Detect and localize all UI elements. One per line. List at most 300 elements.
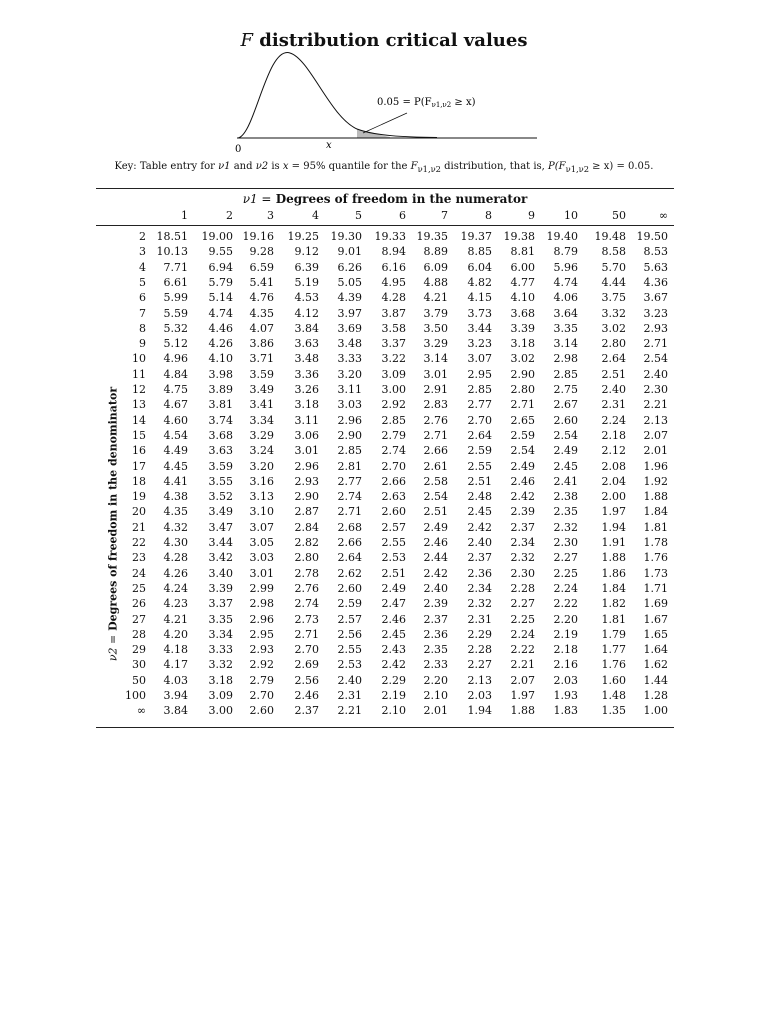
column-header: 2 — [226, 209, 233, 222]
table-cell: 6.26 — [337, 260, 362, 274]
table-cell: 2.66 — [381, 474, 406, 488]
table-cell: 19.37 — [460, 230, 492, 243]
table-cell: 3.68 — [510, 306, 535, 320]
table-cell: 3.69 — [337, 321, 362, 335]
table-cell: 2.35 — [423, 643, 448, 657]
table-cell: 3.05 — [249, 536, 274, 549]
table-cell: 3.02 — [601, 321, 626, 335]
table-cell: 2.42 — [467, 520, 492, 534]
row-label: 4 — [139, 260, 146, 274]
table-cell: 2.35 — [553, 505, 578, 519]
table-cell: 2.71 — [294, 627, 319, 641]
table-cell: 3.64 — [553, 306, 578, 320]
table-cell: 2.92 — [381, 398, 406, 412]
row-label: 2 — [139, 230, 146, 243]
table-cell: 2.30 — [643, 383, 668, 396]
table-cell: 2.19 — [381, 689, 406, 702]
table-cell: 2.79 — [249, 673, 274, 687]
column-header: 10 — [564, 209, 578, 222]
table-cell: 19.40 — [546, 230, 578, 243]
table-cell: 8.94 — [381, 245, 406, 259]
table-cell: 1.71 — [643, 581, 668, 595]
row-label: 26 — [132, 597, 146, 611]
table-cell: 3.29 — [423, 337, 448, 351]
table-cell: 2.70 — [294, 643, 319, 657]
table-cell: 2.59 — [337, 597, 362, 611]
table-cell: 1.86 — [601, 566, 626, 580]
table-cell: 2.20 — [553, 612, 578, 626]
table-cell: 2.08 — [601, 459, 626, 473]
table-cell: 2.12 — [601, 444, 626, 458]
row-label: ∞ — [136, 704, 146, 718]
table-cell: 4.77 — [510, 275, 535, 289]
table-cell: 4.49 — [163, 444, 188, 458]
row-label: 3 — [139, 245, 146, 259]
table-cell: 2.20 — [423, 673, 448, 687]
table-cell: 2.82 — [294, 536, 319, 549]
table-cell: 2.53 — [381, 551, 406, 565]
table-cell: 2.46 — [294, 689, 319, 702]
table-cell: 3.33 — [208, 643, 233, 657]
table-cell: 2.54 — [553, 428, 578, 442]
table-cell: 2.37 — [510, 520, 535, 534]
table-cell: 2.74 — [381, 444, 406, 458]
table-cell: 2.78 — [294, 566, 319, 580]
table-cell: 1.67 — [643, 612, 668, 626]
table-cell: 2.54 — [643, 352, 668, 366]
table-cell: 2.85 — [553, 367, 578, 381]
table-cell: 4.35 — [163, 505, 188, 519]
table-cell: 2.87 — [294, 505, 319, 519]
table-cell: 3.84 — [294, 321, 319, 335]
column-header: 1 — [181, 209, 188, 222]
table-cell: 4.74 — [553, 275, 578, 289]
table-cell: 1.69 — [643, 597, 668, 611]
table-cell: 3.47 — [208, 520, 233, 534]
table-cell: 8.89 — [423, 245, 448, 259]
table-cell: 2.77 — [467, 398, 492, 412]
table-cell: 2.85 — [381, 413, 406, 427]
table-cell: 3.37 — [208, 597, 233, 611]
table-cell: 2.32 — [553, 520, 578, 534]
table-cell: 2.46 — [381, 612, 406, 626]
table-cell: 6.00 — [510, 260, 535, 274]
table-cell: 2.80 — [510, 383, 535, 396]
table-cell: 1.96 — [643, 459, 668, 473]
table-cell: 1.48 — [601, 689, 626, 702]
table-cell: 3.18 — [208, 673, 233, 687]
table-cell: 1.92 — [643, 474, 668, 488]
table-cell: 2.38 — [553, 490, 578, 504]
table-cell: 1.60 — [601, 673, 626, 687]
table-cell: 9.28 — [249, 245, 274, 259]
table-cell: 2.31 — [601, 398, 626, 412]
table-cell: 2.77 — [337, 474, 362, 488]
table-cell: 3.71 — [249, 352, 274, 366]
table-cell: 6.39 — [294, 260, 319, 274]
table-cell: 3.01 — [423, 367, 448, 381]
table-cell: 8.79 — [553, 245, 578, 259]
table-cell: 3.84 — [163, 704, 188, 718]
table-cell: 3.34 — [249, 413, 274, 427]
table-cell: 2.24 — [553, 581, 578, 595]
table-cell: 2.76 — [294, 581, 319, 595]
table-cell: 2.63 — [381, 490, 406, 504]
table-cell: 1.77 — [601, 643, 626, 657]
row-label: 17 — [132, 459, 146, 473]
table-cell: 3.29 — [249, 428, 274, 442]
row-label: 14 — [132, 413, 146, 427]
row-label: 30 — [132, 658, 146, 672]
table-cell: 2.45 — [553, 459, 578, 473]
table-cell: 2.64 — [467, 428, 492, 442]
table-cell: 2.29 — [381, 673, 406, 687]
table-cell: 1.97 — [601, 505, 626, 519]
row-label: 12 — [132, 383, 146, 396]
table-cell: 2.96 — [337, 413, 362, 427]
table-cell: 3.41 — [249, 398, 274, 412]
table-cell: 1.84 — [601, 581, 626, 595]
table-cell: 3.01 — [249, 566, 274, 580]
table-cell: 5.41 — [249, 275, 274, 289]
table-cell: 3.22 — [381, 352, 406, 366]
f-density-figure — [225, 45, 545, 157]
table-cell: 1.28 — [643, 689, 668, 702]
table-cell: 5.99 — [163, 291, 188, 305]
table-cell: 1.78 — [643, 536, 668, 549]
column-header: 8 — [485, 209, 492, 222]
table-cell: 2.49 — [423, 520, 448, 534]
table-cell: 2.40 — [423, 581, 448, 595]
table-cell: 2.62 — [337, 566, 362, 580]
table-cell: 2.45 — [467, 505, 492, 519]
table-cell: 2.21 — [643, 398, 668, 412]
table-cell: 2.37 — [294, 704, 319, 718]
table-cell: 1.44 — [643, 673, 668, 687]
column-header: 6 — [399, 209, 406, 222]
table-cell: 2.74 — [337, 490, 362, 504]
column-header: 50 — [612, 209, 626, 222]
annotation-leader — [363, 113, 407, 133]
table-cell: 2.40 — [337, 673, 362, 687]
table-cell: 2.36 — [423, 627, 448, 641]
table-cell: 1.00 — [643, 704, 668, 718]
table-cell: 2.29 — [467, 627, 492, 641]
table-cell: 3.00 — [208, 704, 233, 718]
table-cell: 19.38 — [503, 230, 535, 243]
row-label: 50 — [132, 673, 146, 687]
origin-label: 0 — [235, 144, 242, 155]
table-cell: 2.57 — [381, 520, 406, 534]
row-label: 18 — [132, 474, 146, 488]
table-cell: 2.32 — [467, 597, 492, 611]
table-cell: 3.20 — [337, 367, 362, 381]
row-label: 27 — [132, 612, 146, 626]
title-text: distribution critical values — [259, 30, 528, 51]
table-cell: 2.60 — [553, 413, 578, 427]
table-cell: 19.50 — [636, 230, 668, 243]
table-cell: 2.71 — [643, 337, 668, 351]
table-cell: 3.18 — [294, 398, 319, 412]
table-cell: 3.73 — [467, 306, 492, 320]
table-cell: 3.24 — [249, 444, 274, 458]
row-label: 22 — [132, 536, 146, 549]
table-cell: 1.97 — [510, 689, 535, 702]
table-cell: 2.57 — [337, 612, 362, 626]
table-cell: 3.52 — [208, 490, 233, 504]
table-cell: 8.58 — [601, 245, 626, 259]
table-cell: 1.88 — [601, 551, 626, 565]
table-cell: 2.46 — [510, 474, 535, 488]
table-cell: 3.94 — [163, 689, 188, 702]
table-cell: 2.42 — [423, 566, 448, 580]
table-cell: 2.54 — [423, 490, 448, 504]
table-cell: 19.25 — [287, 230, 319, 243]
table-cell: 2.85 — [337, 444, 362, 458]
table-cell: 2.49 — [381, 581, 406, 595]
table-cell: 3.20 — [249, 459, 274, 473]
density-curve — [238, 52, 437, 138]
table-cell: 2.40 — [601, 383, 626, 396]
table-cell: 3.03 — [249, 551, 274, 565]
title-symbol: F — [240, 30, 254, 51]
table-cell: 2.28 — [510, 581, 535, 595]
table-cell: 3.18 — [510, 337, 535, 351]
table-cell: 2.66 — [423, 444, 448, 458]
table-cell: 2.51 — [601, 367, 626, 381]
column-header: 7 — [441, 209, 448, 222]
table-cell: 2.27 — [510, 597, 535, 611]
table-cell: 19.00 — [201, 230, 233, 243]
row-label: 11 — [132, 367, 146, 381]
table-cell: 5.14 — [208, 291, 233, 305]
table-cell: 3.35 — [553, 321, 578, 335]
table-cell: 4.15 — [467, 291, 492, 305]
table-cell: 2.71 — [337, 505, 362, 519]
table-cell: 2.40 — [643, 367, 668, 381]
row-label: 16 — [132, 444, 146, 458]
table-cell: 2.60 — [381, 505, 406, 519]
table-cell: 1.64 — [643, 643, 668, 657]
row-label: 7 — [139, 306, 146, 320]
table-cell: 3.02 — [510, 352, 535, 366]
table-cell: 3.23 — [643, 306, 668, 320]
table-cell: 2.55 — [467, 459, 492, 473]
table-cell: 2.53 — [337, 658, 362, 672]
table-cell: 3.00 — [381, 383, 406, 396]
table-cell: 2.59 — [510, 428, 535, 442]
table-cell: 1.83 — [553, 704, 578, 718]
table-cell: 2.84 — [294, 520, 319, 534]
table-cell: 2.25 — [510, 612, 535, 626]
table-cell: 2.45 — [381, 627, 406, 641]
table-cell: 2.03 — [467, 689, 492, 702]
table-cell: 1.76 — [643, 551, 668, 565]
table-cell: 2.76 — [423, 413, 448, 427]
row-label: 23 — [132, 551, 146, 565]
table-cell: 2.39 — [423, 597, 448, 611]
table-cell: 5.96 — [553, 260, 578, 274]
table-cell: 2.93 — [294, 474, 319, 488]
table-cell: 2.95 — [467, 367, 492, 381]
table-cell: 2.98 — [249, 597, 274, 611]
table-cell: 3.44 — [208, 536, 233, 549]
table-cell: 2.93 — [643, 321, 668, 335]
table-cell: 9.12 — [294, 245, 319, 259]
table-cell: 2.64 — [601, 352, 626, 366]
table-cell: 2.16 — [553, 658, 578, 672]
probability-annotation: $0.05 = P(F_{\nu 1,\nu 2} \ge x)$ — [377, 97, 476, 109]
table-cell: 2.34 — [510, 536, 535, 549]
table-cell: 3.98 — [208, 367, 233, 381]
table-cell: 2.70 — [467, 413, 492, 427]
table-cell: 2.22 — [510, 643, 535, 657]
table-cell: 2.43 — [381, 643, 406, 657]
table-cell: 2.54 — [510, 444, 535, 458]
table-cell: 5.32 — [163, 321, 188, 335]
table-cell: 3.49 — [208, 505, 233, 519]
table-cell: 4.30 — [163, 536, 188, 549]
table-cell: 1.93 — [553, 689, 578, 702]
table-cell: 1.62 — [643, 658, 668, 672]
column-header: 9 — [528, 209, 535, 222]
table-cell: 1.94 — [601, 520, 626, 534]
row-label: 15 — [132, 428, 146, 442]
table-cell: 3.26 — [294, 383, 319, 396]
row-label: 8 — [139, 321, 146, 335]
table-cell: 3.10 — [249, 505, 274, 519]
table-cell: 3.07 — [467, 352, 492, 366]
table-cell: 4.75 — [163, 383, 188, 396]
table-cell: 4.36 — [643, 275, 668, 289]
table-cell: 3.58 — [381, 321, 406, 335]
table-cell: 4.88 — [423, 275, 448, 289]
table-cell: 1.65 — [643, 627, 668, 641]
table-cell: 4.82 — [467, 275, 492, 289]
table-cell: 2.22 — [553, 597, 578, 611]
denominator-label: ν2 = Degrees of freedom in the denominator — [106, 386, 120, 662]
table-cell: 4.21 — [423, 291, 448, 305]
row-label: 29 — [132, 643, 146, 657]
table-cell: 2.49 — [510, 459, 535, 473]
table-cell: 2.04 — [601, 474, 626, 488]
table-cell: 8.53 — [643, 245, 668, 259]
table-cell: 2.59 — [467, 444, 492, 458]
table-cell: 4.46 — [208, 321, 233, 335]
table-cell: 2.42 — [381, 658, 406, 672]
table-cell: 3.13 — [249, 490, 274, 504]
table-cell: 4.12 — [294, 306, 319, 320]
table-cell: 2.28 — [467, 643, 492, 657]
table-cell: 4.32 — [163, 520, 188, 534]
table-cell: 4.38 — [163, 490, 188, 504]
table-cell: 2.42 — [510, 490, 535, 504]
table-top-rule — [96, 188, 674, 189]
table-cell: 5.59 — [163, 306, 188, 320]
table-cell: 2.30 — [510, 566, 535, 580]
table-cell: 2.01 — [643, 444, 668, 458]
row-label: 6 — [139, 291, 146, 305]
table-cell: 2.85 — [467, 383, 492, 396]
table-cell: 4.74 — [208, 306, 233, 320]
table-cell: 19.48 — [594, 230, 626, 243]
table-cell: 2.66 — [337, 536, 362, 549]
table-cell: 2.01 — [423, 704, 448, 718]
table-cell: 4.20 — [163, 627, 188, 641]
table-cell: 2.03 — [553, 673, 578, 687]
table-cell: 3.68 — [208, 428, 233, 442]
table-cell: 3.11 — [294, 413, 319, 427]
table-cell: 2.19 — [553, 627, 578, 641]
table-cell: 2.47 — [381, 597, 406, 611]
table-cell: 3.59 — [249, 367, 274, 381]
table-cell: 2.91 — [423, 383, 448, 396]
table-cell: 2.96 — [294, 459, 319, 473]
table-cell: 3.74 — [208, 413, 233, 427]
table-cell: 19.33 — [374, 230, 406, 243]
table-cell: 3.32 — [601, 306, 626, 320]
table-cell: 1.84 — [643, 505, 668, 519]
table-cell: 3.36 — [294, 367, 319, 381]
table-cell: 19.30 — [330, 230, 362, 243]
table-cell: 2.24 — [601, 413, 626, 427]
table-cell: 4.10 — [510, 291, 535, 305]
x-marker-label: x — [326, 140, 332, 151]
table-cell: 2.74 — [294, 597, 319, 611]
table-cell: 2.18 — [553, 643, 578, 657]
table-cell: 2.34 — [467, 581, 492, 595]
table-cell: 4.07 — [249, 321, 274, 335]
table-cell: 3.81 — [208, 398, 233, 412]
row-label: 20 — [132, 505, 146, 519]
table-cell: 3.63 — [294, 337, 319, 351]
table-cell: 3.35 — [208, 612, 233, 626]
table-cell: 2.25 — [553, 566, 578, 580]
table-cell: 4.67 — [163, 398, 188, 412]
table-cell: 2.92 — [249, 658, 274, 672]
column-header: 3 — [267, 209, 274, 222]
table-cell: 4.96 — [163, 352, 188, 366]
table-cell: 2.21 — [510, 658, 535, 672]
row-label: 5 — [139, 275, 146, 289]
table-cell: 4.39 — [337, 291, 362, 305]
table-cell: 2.70 — [249, 689, 274, 702]
key-text: Key: Table entry for ν1 and ν2 is x = 95% quantile for the $F_{\nu 1,\nu 2}$ distribution, that is, $P(F_{\nu 1,\nu 2} \ge x) = 0.05$. — [114, 161, 654, 174]
table-cell: 7.71 — [163, 260, 188, 274]
table-cell: 4.26 — [163, 566, 188, 580]
table-cell: 2.10 — [423, 689, 448, 702]
table-cell: 2.31 — [337, 689, 362, 702]
row-label: 21 — [132, 520, 146, 534]
table-cell: 4.26 — [208, 337, 233, 351]
row-label: 13 — [132, 398, 146, 412]
column-header: 4 — [312, 209, 319, 222]
column-header: 5 — [355, 209, 362, 222]
table-cell: 4.17 — [163, 658, 188, 672]
table-cell: 2.60 — [249, 704, 274, 718]
table-cell: 2.56 — [337, 627, 362, 641]
table-cell: 10.13 — [156, 245, 188, 259]
table-cell: 4.84 — [163, 367, 188, 381]
table-cell: 4.60 — [163, 413, 188, 427]
table-cell: 2.27 — [467, 658, 492, 672]
table-cell: 4.24 — [163, 581, 188, 595]
table-cell: 3.01 — [294, 444, 319, 458]
table-cell: 4.28 — [381, 291, 406, 305]
table-cell: 3.03 — [337, 398, 362, 412]
table-cell: 3.09 — [381, 367, 406, 381]
table-cell: 2.64 — [337, 551, 362, 565]
